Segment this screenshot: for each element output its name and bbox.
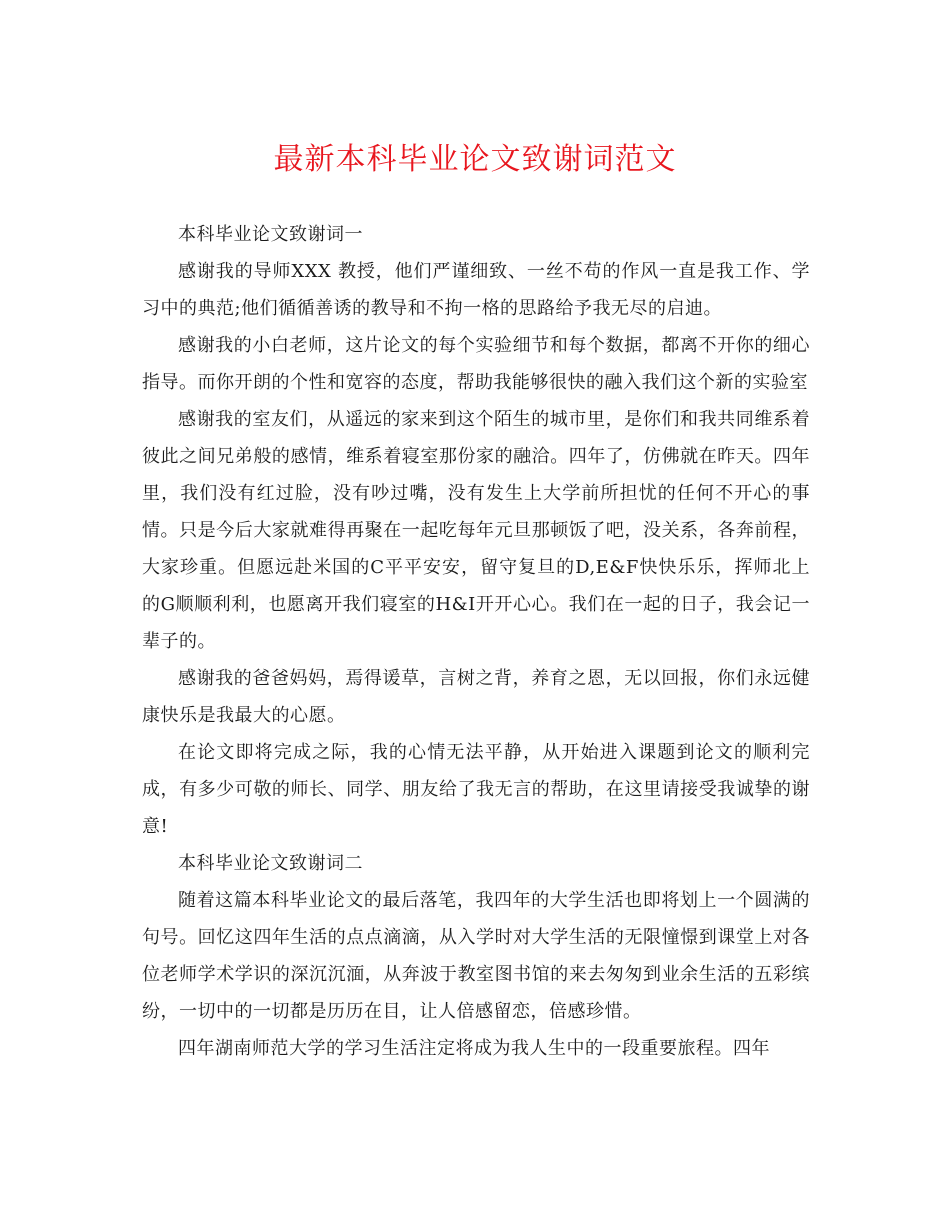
paragraph: 感谢我的爸爸妈妈，焉得谖草，言树之背，养育之恩，无以回报，你们永远健康快乐是我最大的心愿。 xyxy=(142,668,810,726)
paragraph: 感谢我的室友们，从遥远的家来到这个陌生的城市里，是你们和我共同维系着彼此之间兄弟般的感情，维系着寝室那份家的融洽。四年了，仿佛就在昨天。四年里，我们没有红过脸，没有吵过嘴，没有发生上大学前所担忧的任何不开心的事情。只是今后大家就难得再聚在一起吃每年元旦那顿饭了吧，没关系，各奔前程，大家珍重。但愿远赴米国的C平平安安，留守复旦的D,E&F快快乐乐，挥师北上的G顺顺利利，也愿离开我们寝室的H&I开开心心。我们在一起的日子，我会记一辈子的。 xyxy=(142,409,810,652)
document-body xyxy=(142,216,810,1067)
page-title: 最新本科毕业论文致谢词范文 xyxy=(273,142,677,177)
paragraph: 感谢我的导师XXX 教授，他们严谨细致、一丝不苟的作风一直是我工作、学习中的典范;他们循循善诱的教导和不拘一格的思路给予我无尽的启迪。 xyxy=(142,261,810,319)
paragraph: 感谢我的小白老师，这片论文的每个实验细节和每个数据，都离不开你的细心指导。而你开朗的个性和宽容的态度，帮助我能够很快的融入我们这个新的实验室 xyxy=(142,335,810,393)
section-heading-1: 本科毕业论文致谢词一 xyxy=(178,224,363,245)
paragraph: 四年湖南师范大学的学习生活注定将成为我人生中的一段重要旅程。四年 xyxy=(178,1038,770,1059)
paragraph: 随着这篇本科毕业论文的最后落笔，我四年的大学生活也即将划上一个圆满的句号。回忆这四年生活的点点滴滴，从入学时对大学生活的无限憧憬到课堂上对各位老师学术学识的深沉沉湎，从奔波于教室图书馆的来去匆匆到业余生活的五彩缤纷，一切中的一切都是历历在目，让人倍感留恋，倍感珍惜。 xyxy=(142,890,810,1022)
paragraph: 在论文即将完成之际，我的心情无法平静，从开始进入课题到论文的顺利完成，有多少可敬的师长、同学、朋友给了我无言的帮助，在这里请接受我诚挚的谢意! xyxy=(142,742,810,837)
section-heading-2: 本科毕业论文致谢词二 xyxy=(178,853,363,874)
